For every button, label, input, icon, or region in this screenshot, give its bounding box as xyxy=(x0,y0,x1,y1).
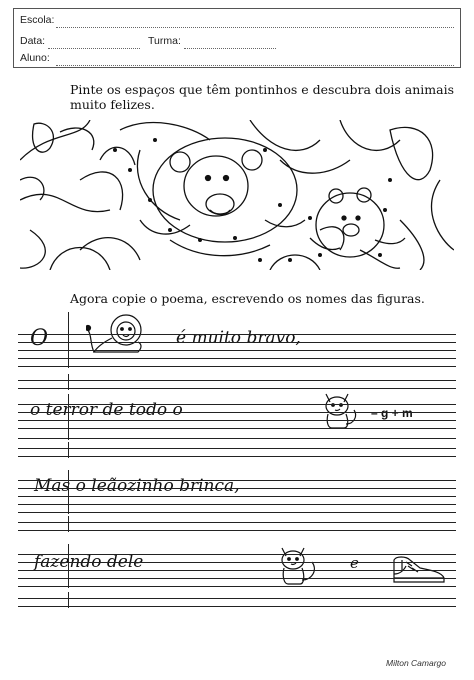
margin-line xyxy=(68,544,69,588)
poem-blank-line-1[interactable] xyxy=(18,374,456,396)
poem-line-2-operation: – g + m xyxy=(371,406,413,420)
margin-line xyxy=(68,516,69,532)
dot-coloring-illustration xyxy=(20,120,454,270)
margin-line xyxy=(68,442,69,458)
poem-line-1[interactable] xyxy=(18,312,456,374)
margin-line xyxy=(68,312,69,368)
class-label: Turma: xyxy=(148,35,181,47)
ruled-line xyxy=(18,438,456,439)
class-field[interactable] xyxy=(184,48,276,49)
student-label: Aluno: xyxy=(20,52,50,64)
ruled-line xyxy=(18,586,456,587)
poem-blank-line-2[interactable] xyxy=(18,442,456,464)
poem-line-4-start: fazendo dele xyxy=(34,552,144,572)
ruled-line xyxy=(18,480,456,481)
poem-blank-line-3[interactable] xyxy=(18,516,456,538)
ruled-line xyxy=(18,606,456,607)
poem-line-4-connector: e xyxy=(350,554,359,572)
margin-line xyxy=(68,374,69,390)
ruled-line xyxy=(18,512,456,513)
poem-blank-line-4[interactable] xyxy=(18,592,456,614)
ruled-line xyxy=(18,504,456,505)
poem-line-3-text: Mas o leãozinho brinca, xyxy=(34,476,240,496)
ruled-line xyxy=(18,412,456,413)
ruled-line xyxy=(18,522,456,523)
ruled-line xyxy=(18,578,456,579)
ruled-line xyxy=(18,404,456,405)
shoe-icon xyxy=(390,552,448,586)
paint-instruction xyxy=(70,82,454,112)
ruled-line xyxy=(18,530,456,531)
ruled-line xyxy=(18,334,456,335)
ruled-line xyxy=(18,350,456,351)
ruled-line xyxy=(18,428,456,429)
poem-line-1-end: é muito bravo, xyxy=(176,328,301,348)
date-label: Data: xyxy=(20,35,46,47)
cat-icon-2 xyxy=(272,542,322,590)
ruled-line xyxy=(18,496,456,497)
ruled-line xyxy=(18,366,456,367)
paint-instruction-line2: muito felizes. xyxy=(70,97,155,112)
cat-icon xyxy=(316,388,360,432)
poem-line-1-start: O xyxy=(30,326,49,351)
poem-line-2-start: o terror de todo o xyxy=(30,400,183,420)
ruled-line xyxy=(18,598,456,599)
author-signature: Milton Camargo xyxy=(386,658,446,668)
margin-line xyxy=(68,592,69,608)
copy-instruction: Agora copie o poema, escrevendo os nomes das figuras. xyxy=(70,291,425,306)
ruled-line xyxy=(18,358,456,359)
student-field[interactable] xyxy=(56,65,454,66)
margin-line xyxy=(68,394,69,440)
ruled-line xyxy=(18,380,456,381)
ruled-line xyxy=(18,342,456,343)
ruled-line xyxy=(18,456,456,457)
school-label: Escola: xyxy=(20,14,55,26)
student-info-header xyxy=(13,8,461,68)
margin-line xyxy=(68,470,69,514)
ruled-line xyxy=(18,554,456,555)
ruled-line xyxy=(18,448,456,449)
ruled-line xyxy=(18,488,456,489)
coloring-puzzle-svg xyxy=(20,120,454,270)
ruled-line xyxy=(18,388,456,389)
ruled-line xyxy=(18,562,456,563)
paint-instruction-line1: Pinte os espaços que têm pontinhos e descubra dois animais xyxy=(70,82,455,97)
school-field[interactable] xyxy=(56,27,454,28)
ruled-line xyxy=(18,420,456,421)
ruled-line xyxy=(18,570,456,571)
date-field[interactable] xyxy=(48,48,140,49)
